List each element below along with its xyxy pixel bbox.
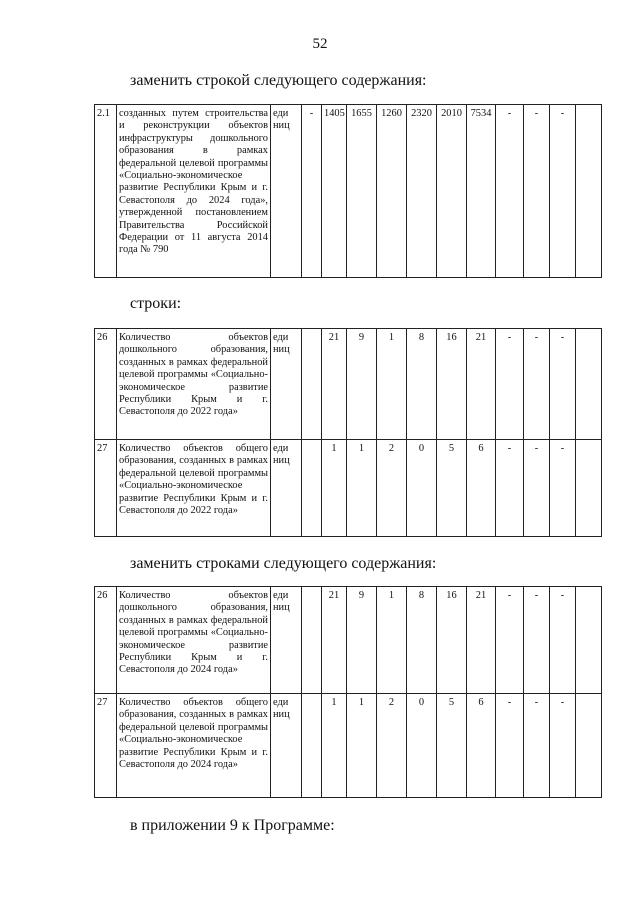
section-2-lead: строки:: [130, 295, 182, 312]
value-cell: -: [524, 440, 550, 537]
value-cell: 7534: [467, 105, 496, 278]
closing-text: в приложении 9 к Программе:: [130, 817, 335, 834]
value-cell: 8: [407, 587, 437, 694]
table-row: [95, 329, 633, 440]
unit-cell: еди ниц: [271, 440, 302, 537]
value-cell: -: [524, 329, 550, 440]
indicator-name: Количество объектов дошкольного образования, созданных в рамках федеральной целевой программы «Социально-экономическое развитие Республики Крым и г. Севастополя до 2022 года»: [117, 329, 271, 440]
value-cell: 6: [467, 440, 496, 537]
value-cell: 5: [437, 694, 467, 798]
value-cell: [302, 329, 322, 440]
table-row: [95, 694, 633, 798]
value-cell: [302, 694, 322, 798]
value-cell: 0: [407, 440, 437, 537]
value-cell: -: [550, 694, 576, 798]
value-cell: 21: [467, 329, 496, 440]
value-cell: 16: [437, 587, 467, 694]
value-cell: 1655: [347, 105, 377, 278]
value-cell: -: [496, 105, 524, 278]
value-cell: 2320: [407, 105, 437, 278]
row-index: 2.1: [95, 105, 117, 278]
row-index: 26: [95, 587, 117, 694]
value-cell: -: [496, 329, 524, 440]
value-cell: [302, 587, 322, 694]
unit-cell: еди ниц: [271, 587, 302, 694]
value-cell: -: [524, 105, 550, 278]
row-index: 27: [95, 440, 117, 537]
page-number: 52: [312, 36, 328, 52]
value-cell: [576, 587, 602, 694]
value-cell: 16: [437, 329, 467, 440]
value-cell: 1: [322, 440, 347, 537]
value-cell: 1260: [377, 105, 407, 278]
value-cell: 1: [347, 694, 377, 798]
table-section-2: [94, 328, 633, 537]
value-cell: -: [302, 105, 322, 278]
value-cell: 6: [467, 694, 496, 798]
section-1-lead: заменить строкой следующего содержания:: [130, 72, 427, 89]
value-cell: [576, 694, 602, 798]
value-cell: -: [550, 329, 576, 440]
table-row: [95, 587, 633, 694]
value-cell: 8: [407, 329, 437, 440]
unit-cell: еди ниц: [271, 694, 302, 798]
value-cell: 21: [322, 329, 347, 440]
value-cell: 9: [347, 587, 377, 694]
value-cell: 21: [322, 587, 347, 694]
indicator-name: Количество объектов общего образования, созданных в рамках федеральной целевой программы «Социально-экономическое развитие Республики Крым и г. Севастополя до 2024 года»: [117, 694, 271, 798]
value-cell: 1: [322, 694, 347, 798]
indicator-name: Количество объектов дошкольного образования, созданных в рамках федеральной целевой программы «Социально-экономическое развитие Республики Крым и г. Севастополя до 2024 года»: [117, 587, 271, 694]
indicator-name: созданных путем строительства и реконструкции объектов инфраструктуры дошкольного образования в рамках федеральной целевой программы «Социально-экономическое развитие Республики Крым и г. Севастополя до 2024 года», утвержденной постановлением Правительства Российской Федерации от 11 августа 2014 года № 790: [117, 105, 271, 278]
table-row: [95, 105, 633, 278]
value-cell: [576, 440, 602, 537]
row-index: 27: [95, 694, 117, 798]
value-cell: -: [496, 694, 524, 798]
value-cell: 21: [467, 587, 496, 694]
value-cell: 1: [377, 329, 407, 440]
value-cell: 1405: [322, 105, 347, 278]
value-cell: -: [496, 587, 524, 694]
table-section-3: [94, 586, 633, 798]
value-cell: [576, 105, 602, 278]
value-cell: -: [550, 440, 576, 537]
section-3-lead: заменить строками следующего содержания:: [130, 555, 437, 572]
value-cell: 0: [407, 694, 437, 798]
value-cell: -: [524, 587, 550, 694]
value-cell: -: [550, 105, 576, 278]
value-cell: -: [550, 587, 576, 694]
value-cell: 2010: [437, 105, 467, 278]
value-cell: 2: [377, 440, 407, 537]
table-section-1: [94, 104, 633, 278]
indicator-name: Количество объектов общего образования, созданных в рамках федеральной целевой программы «Социально-экономическое развитие Республики Крым и г. Севастополя до 2022 года»: [117, 440, 271, 537]
unit-cell: еди ниц: [271, 105, 302, 278]
value-cell: -: [496, 440, 524, 537]
value-cell: 2: [377, 694, 407, 798]
row-index: 26: [95, 329, 117, 440]
value-cell: 5: [437, 440, 467, 537]
value-cell: [576, 329, 602, 440]
value-cell: -: [524, 694, 550, 798]
value-cell: 1: [347, 440, 377, 537]
table-row: [95, 440, 633, 537]
value-cell: 1: [377, 587, 407, 694]
value-cell: [302, 440, 322, 537]
value-cell: 9: [347, 329, 377, 440]
unit-cell: еди ниц: [271, 329, 302, 440]
